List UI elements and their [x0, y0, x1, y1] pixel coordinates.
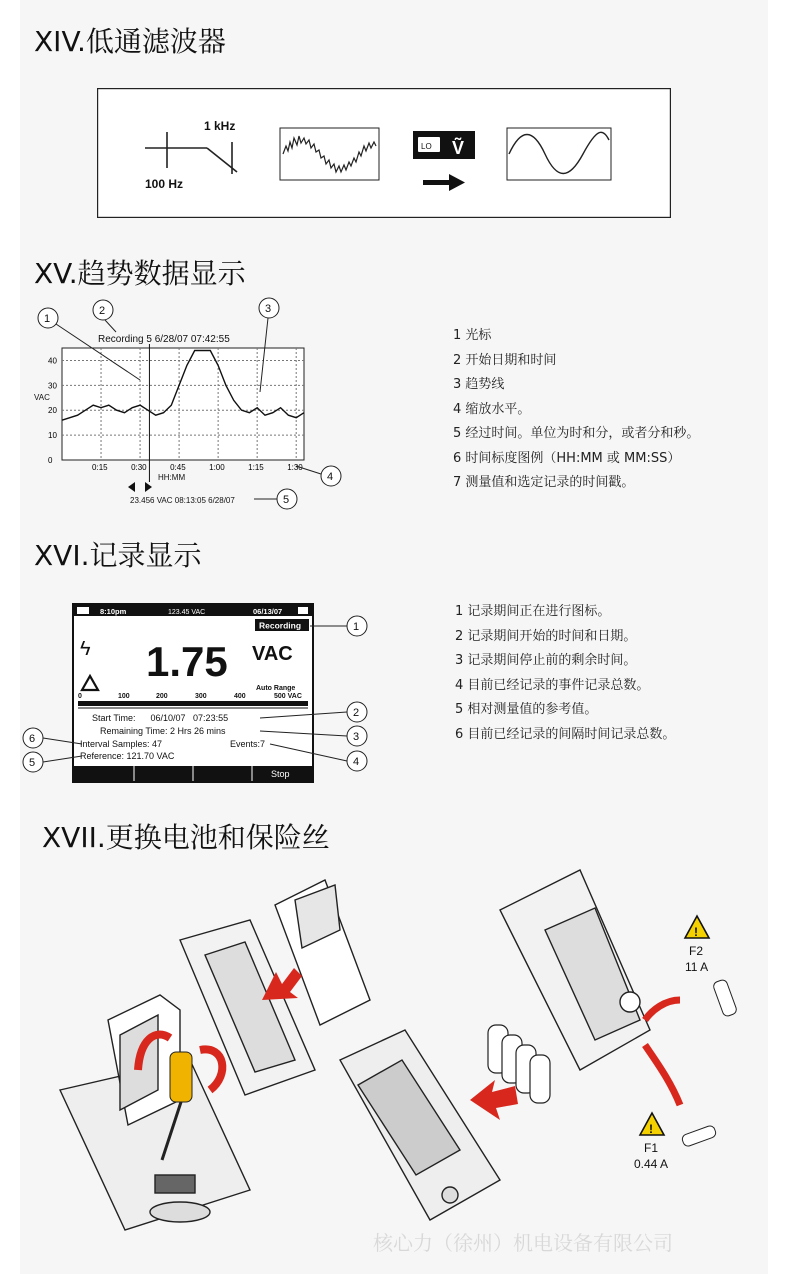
hazard-lightning-icon: ϟ: [80, 638, 91, 660]
svg-text:5: 5: [283, 494, 290, 506]
trend-chart: [28, 292, 358, 514]
scale-tick: 400: [234, 693, 246, 700]
legend-item: 4 目前已经记录的事件记录总数。: [455, 677, 650, 693]
legend-item: 6 时间标度图例（HH:MM 或 MM:SS）: [453, 450, 681, 466]
svg-text:3: 3: [265, 303, 272, 315]
company-watermark: 核心力（徐州）机电设备有限公司: [373, 1233, 673, 1255]
svg-text:!: !: [694, 925, 698, 939]
main-reading-unit: VAC: [252, 643, 293, 665]
x-tick-label: 1:30: [287, 463, 303, 472]
legend-item: 6 目前已经记录的间隔时间记录总数。: [455, 726, 676, 742]
svg-text:1: 1: [353, 621, 360, 633]
speaker-icon: [298, 607, 308, 614]
svg-text:4: 4: [353, 756, 360, 768]
legend-item: 2 开始日期和时间: [453, 352, 557, 368]
remaining-time-row: Remaining Time: 2 Hrs 26 mins: [100, 726, 226, 736]
scale-tick: 200: [156, 693, 168, 700]
legend-item: 5 相对测量值的参考值。: [455, 702, 598, 717]
reference-row: Reference: 121.70 VAC: [80, 751, 175, 761]
recording-screen-diagram: [20, 600, 380, 784]
lo-vac-button-icon: [413, 131, 475, 159]
legend-item: 3 记录期间停止前的剩余时间。: [455, 653, 637, 668]
svg-text:LO: LO: [421, 142, 432, 151]
auto-range-label: Auto Range: [256, 685, 296, 692]
chart-header: Recording 5 6/28/07 07:42:55: [98, 334, 230, 345]
x-tick-label: 0:15: [92, 463, 108, 472]
svg-text:2: 2: [99, 305, 106, 317]
cutoff-100hz-label: 100 Hz: [145, 177, 184, 191]
legend-item: 3 趋势线: [453, 377, 505, 392]
fuse-f1-icon: [681, 1125, 717, 1148]
warning-triangle-icon: [685, 916, 709, 939]
fuse-insert-arrow-icon: [645, 1045, 680, 1105]
fuse-f2-icon: [712, 979, 737, 1018]
svg-text:5: 5: [29, 757, 36, 769]
meter-fuse-access: [500, 870, 650, 1070]
scale-tick: 100: [118, 693, 130, 700]
meter-battery-tray: [340, 1030, 500, 1220]
svg-text:6: 6: [29, 733, 36, 745]
trend-legend-list: [453, 324, 699, 496]
fuse-f1-label: F1: [644, 1141, 659, 1155]
section-14-title: XIV.低通滤波器: [34, 25, 226, 58]
fuse-insert-arrow-icon: [645, 1000, 680, 1020]
legend-item: 7 测量值和选定记录的时间戳。: [453, 475, 635, 490]
svg-text:1: 1: [44, 313, 51, 325]
x-tick-label: 0:45: [170, 463, 186, 472]
x-tick-label: 0:30: [131, 463, 147, 472]
section-15-title: XV.趋势数据显示: [34, 257, 246, 290]
legend-item: 4 缩放水平。: [453, 401, 531, 417]
events-row: Events:7: [230, 739, 266, 749]
scale-tick: 500 VAC: [274, 693, 302, 700]
cursor-readout: 23.456 VAC 08:13:05 6/28/07: [130, 496, 235, 505]
callout-2: [93, 300, 116, 332]
plot-frame: [62, 348, 304, 460]
screen-date: 06/13/07: [253, 607, 283, 616]
fuse-f2-label: F2: [689, 944, 704, 958]
screen-clock: 8:10pm: [100, 607, 127, 616]
svg-text:2: 2: [353, 707, 360, 719]
main-reading-value: 1.75: [146, 638, 228, 685]
interval-samples-row: Interval Samples: 47: [80, 739, 163, 749]
legend-item: 2 记录期间开始的时间和日期。: [455, 628, 637, 644]
y-tick-label: 10: [48, 431, 57, 441]
bar-graph-fill: [78, 701, 308, 706]
start-time-row: Start Time: 06/10/07 07:23:55: [92, 713, 229, 723]
svg-text:!: !: [649, 1122, 653, 1136]
x-axis-label: HH:MM: [158, 473, 186, 482]
svg-text:3: 3: [353, 731, 360, 743]
svg-text:Recording: Recording: [259, 620, 302, 631]
legend-item: 5 经过时间。单位为时和分，或者分和秒。: [453, 426, 700, 441]
callout-1: [310, 616, 367, 636]
y-tick-label: 40: [48, 356, 57, 366]
cutoff-1khz-label: 1 kHz: [204, 119, 236, 133]
legend-item: 1 光标: [453, 328, 492, 343]
svg-text:Ṽ: Ṽ: [452, 138, 465, 158]
section-16-title: XVI.记录显示: [34, 539, 202, 572]
x-tick-label: 1:15: [248, 463, 264, 472]
scale-tick: 300: [195, 693, 207, 700]
battery-icon: [77, 607, 89, 614]
warning-triangle-icon: [640, 1113, 664, 1136]
fuse-f2-rating: 11 A: [685, 960, 709, 974]
scale-tick: 0: [78, 693, 82, 700]
svg-text:4: 4: [327, 471, 334, 483]
lowpass-filter-diagram: [97, 88, 671, 218]
fuse-f1-rating: 0.44 A: [634, 1157, 669, 1171]
y-tick-label: 30: [48, 381, 57, 391]
rotate-arrow-icon: [200, 1049, 222, 1090]
x-tick-label: 1:00: [209, 463, 225, 472]
battery-fuse-replacement-illustration: [40, 860, 760, 1260]
stop-softkey: Stop: [271, 769, 290, 779]
y-tick-label: 0: [48, 456, 53, 465]
recording-legend-list: [455, 600, 675, 747]
section-17-title: XVII.更换电池和保险丝: [42, 821, 330, 854]
y-axis-label: VAC: [34, 393, 50, 402]
screen-top-reading: 123.45 VAC: [168, 609, 206, 616]
cursor-arrows-icon: [128, 482, 152, 492]
remove-batteries-arrow-icon: [470, 1080, 518, 1120]
y-tick-label: 20: [48, 406, 57, 416]
callout-5: [254, 489, 297, 509]
legend-item: 1 记录期间正在进行图标。: [455, 604, 611, 619]
